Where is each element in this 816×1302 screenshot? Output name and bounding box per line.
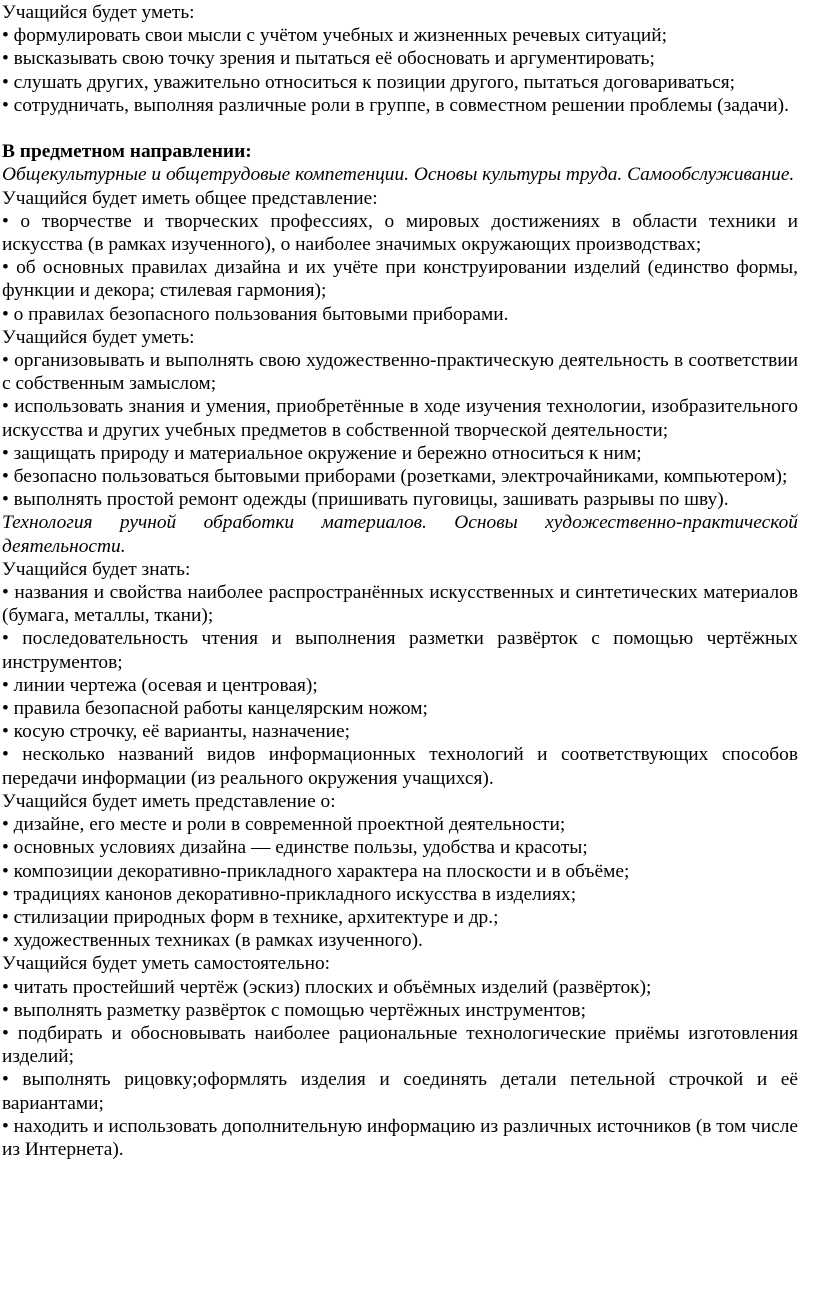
self-item: • выполнять рицовку;оформлять изделия и соединять детали петельной строчкой и её вариантами; <box>2 1069 798 1114</box>
know-item: • несколько названий видов информационных технологий и соответствующих способов передачи информации (из реального окружения учащихся). <box>2 744 798 789</box>
section-title-culture: Общекультурные и общетрудовые компетенции. Основы культуры труда. Самообслуживание. <box>2 164 795 186</box>
know-item: • правила безопасной работы канцелярским ножом; <box>2 698 428 720</box>
skills-intro: Учащийся будет уметь: <box>2 326 195 348</box>
self-item: • выполнять разметку развёрток с помощью чертёжных инструментов; <box>2 999 586 1021</box>
know-item: • косую строчку, её варианты, назначение; <box>2 721 350 743</box>
skills-item: • выполнять простой ремонт одежды (пришивать пуговицы, зашивать разрывы по шву). <box>2 489 729 511</box>
self-item: • подбирать и обосновывать наиболее рациональные технологические приёмы изготовления изделий; <box>2 1022 798 1068</box>
blank-line <box>2 117 798 140</box>
know-intro: Учащийся будет знать: <box>2 558 191 580</box>
repr-item: • о творчестве и творческих профессиях, о мировых достижениях в области техники и искусства (в рамках изученного), о наиболее значимых окружающих производствах; <box>2 210 798 256</box>
comm-item: • сотрудничать, выполняя различные роли в группе, в совместном решении проблемы (задачи). <box>2 94 789 116</box>
self-intro: Учащийся будет уметь самостоятельно: <box>2 953 331 975</box>
comm-item: • формулировать свои мысли с учётом учебных и жизненных речевых ситуаций; <box>2 25 668 47</box>
comm-intro: Учащийся будет уметь: <box>2 2 195 23</box>
skills-item: • использовать знания и умения, приобретённые в ходе изучения технологии, изобразительного искусства и других учебных предметов в собственной творческой деятельности; <box>2 396 798 441</box>
know-item: • последовательность чтения и выполнения разметки развёрток с помощью чертёжных инструментов; <box>2 628 798 673</box>
idea-item: • композиции декоративно-прикладного характера на плоскости и в объёме; <box>2 860 630 882</box>
skills-item: • организовывать и выполнять свою художественно-практическую деятельность в соответствии с собственным замыслом; <box>2 350 798 395</box>
comm-item: • высказывать свою точку зрения и пытаться её обосновать и аргументировать; <box>2 48 655 70</box>
idea-item: • художественных техниках (в рамках изученного). <box>2 930 423 952</box>
idea-item: • основных условиях дизайна — единстве пользы, удобства и красоты; <box>2 837 588 859</box>
skills-item: • защищать природу и материальное окружение и бережно относиться к ним; <box>2 442 642 464</box>
idea-item: • дизайне, его месте и роли в современной проектной деятельности; <box>2 814 566 836</box>
repr-item: • о правилах безопасного пользования бытовыми приборами. <box>2 303 509 325</box>
section-title-handwork: Технология ручной обработки материалов. Основы художественно-практической деятельности. <box>2 512 798 557</box>
repr-intro: Учащийся будет иметь общее представление: <box>2 187 378 209</box>
subject-heading: В предметном направлении: <box>2 141 252 163</box>
know-item: • названия и свойства наиболее распространённых искусственных и синтетических материалов (бумага, металлы, ткани); <box>2 582 798 627</box>
repr-item: • об основных правилах дизайна и их учёте при конструировании изделий (единство формы, функции и декора; стилевая гармония); <box>2 257 798 302</box>
idea-item: • стилизации природных форм в технике, архитектуре и др.; <box>2 906 499 928</box>
self-item: • находить и использовать дополнительную информацию из различных источников (в том числе из Интернета). <box>2 1115 798 1160</box>
idea-intro: Учащийся будет иметь представление о: <box>2 790 336 812</box>
idea-item: • традициях канонов декоративно-прикладного искусства в изделиях; <box>2 883 577 905</box>
skills-item: • безопасно пользоваться бытовыми приборами (розетками, электрочайниками, компьютером); <box>2 466 788 488</box>
self-item: • читать простейший чертёж (эскиз) плоских и объёмных изделий (развёрток); <box>2 976 652 998</box>
comm-item: • слушать других, уважительно относиться к позиции другого, пытаться договариваться; <box>2 71 736 93</box>
know-item: • линии чертежа (осевая и центровая); <box>2 674 318 696</box>
